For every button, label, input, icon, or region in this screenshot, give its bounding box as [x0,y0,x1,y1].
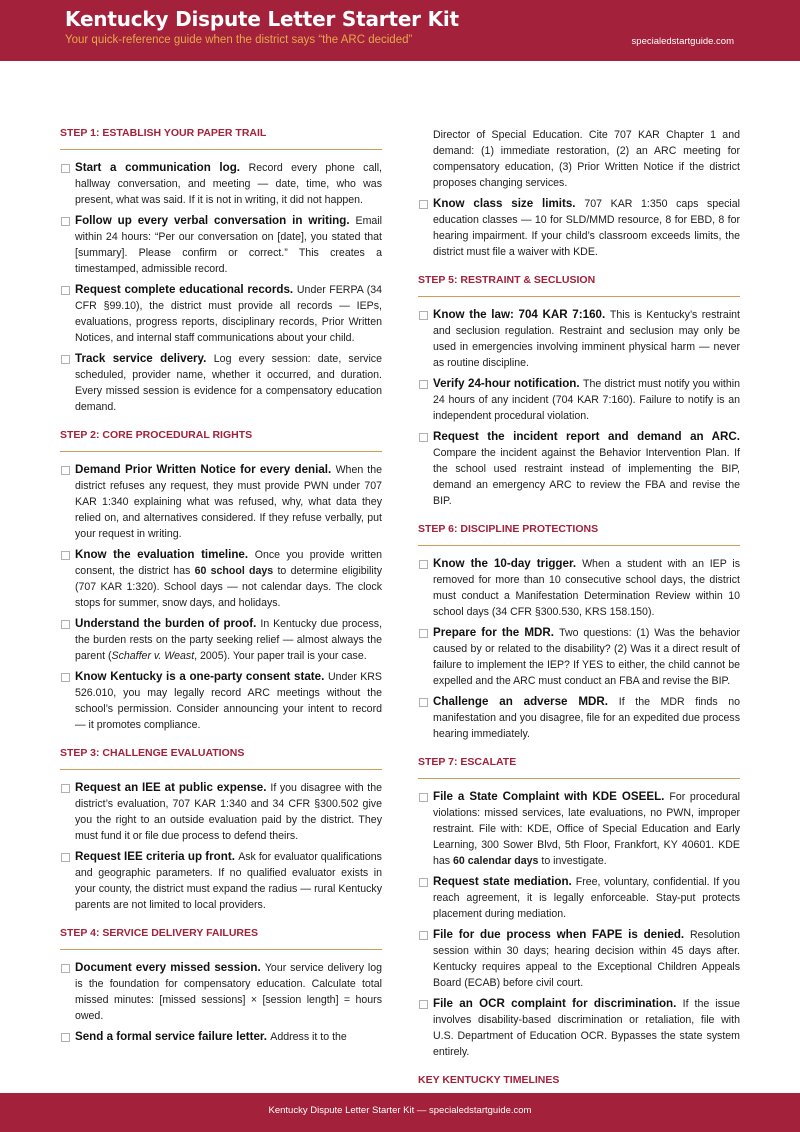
checkbox[interactable] [61,964,70,973]
item-body: Your service delivery log is the foundation for compensatory education. Calculate total missed minutes: [missed sessions] × [session length] = hours owed. [75,962,382,1022]
checkbox[interactable] [61,217,70,226]
checkbox[interactable] [61,784,70,793]
item-body: In Kentucky due process, the burden rests on the party seeking relief — almost always the parent (Schaffer v. Weast, 2005). Your paper trail is your case. [75,618,383,662]
checkbox[interactable] [61,673,70,682]
item-body-continued: Director of Special Education. Cite 707 KAR Chapter 1 and demand: (1) immediate restoration, (2) an ARC meeting for compensatory education, (3) Prior Written Notice if the district proposes changing services. [433,129,740,189]
section-heading: STEP 4: SERVICE DELIVERY FAILURES [60,927,382,950]
checkbox[interactable] [61,355,70,364]
checklist-item [418,376,740,424]
checklist-item [60,1029,382,1045]
checklist-item [60,960,382,1024]
checklist-item [60,351,382,415]
section-step-2 [60,429,382,733]
item-body: Address it to the [270,1031,347,1043]
checklist-item [60,282,382,346]
item-body: Record every phone call, hallway conversation, and meeting — date, time, who was present, what was said. If it is not in writing, it did not happen. [75,162,383,206]
item-body: If the MDR finds no manifestation and you disagree, file for an expedited due process hearing immediately. [433,696,740,740]
item-body: Email within 24 hours: “Per our conversation on [date], you stated that [summary]. Please confirm or correct.” This creates a timestamped, admissible record. [75,215,382,275]
item-body: Once you provide written consent, the district has 60 school days to determine eligibility (707 KAR 1:320). School days — not calendar days. The clock stops for summer, snow days, and holidays. [75,549,382,609]
checkbox[interactable] [61,466,70,475]
item-body: Under KRS 526.010, you may legally record ARC meetings without the school’s permission. Consider announcing your intent to record — it promotes compliance. [75,671,382,731]
item-body: For procedural violations: missed services, late evaluations, no PWN, improper restraint. File with: KDE, Office of Special Education and Early Learning, 300 Sower Blvd, 5th Floor, Frankfort, KY 40601. KDE has 60 calendar days to investigate. [433,791,740,867]
item-title: Request IEE criteria up front. [75,850,239,863]
item-body: When the district refuses any request, they must provide PWN under 707 KAR 1:340 explaining what was refused, why, what data they relied on, and alternatives considered. If they refuse verbally, put your request in writing. [75,464,382,540]
checklist-item [60,849,382,913]
item-body: Compare the incident against the Behavior Intervention Plan. If the school used restraint instead of implementing the BIP, demand an emergency ARC to review the FBA and revise the BIP. [433,447,740,507]
checkbox[interactable] [419,200,428,209]
checklist-item [418,927,740,991]
item-body: The district must notify you within 24 hours of any incident (704 KAR 7:160). Failure to notify is an independent procedural violation. [433,378,740,422]
checklist-item [418,694,740,742]
item-body: If the issue involves disability-based discrimination or retaliation, file with U.S. Department of Education OCR. Bypasses the state system entirely. [433,998,740,1058]
item-title: Understand the burden of proof. [75,617,261,630]
item-title: Know class size limits. [433,197,585,210]
checkbox[interactable] [61,164,70,173]
section-step-6 [418,523,740,742]
header-site-link[interactable]: specialedstartguide.com [631,36,734,47]
section-step-1 [60,127,382,415]
item-title: Request state mediation. [433,875,576,888]
section-step-3 [60,747,382,913]
page-title: Kentucky Dispute Letter Starter Kit [65,7,459,31]
checklist-item [418,429,740,509]
item-body: Free, voluntary, confidential. If you reach agreement, it is legally enforceable. Stay-put protects placement during mediation. [433,876,740,920]
checklist-item [60,547,382,611]
checkbox[interactable] [419,793,428,802]
checkbox[interactable] [419,629,428,638]
item-body: Under FERPA (34 CFR §99.10), the district must provide all records — IEPs, evaluations, progress reports, disciplinary records, Prior Written Notices, and internal staff communications about your child. [75,284,383,344]
page-subtitle: Your quick-reference guide when the district says “the ARC decided” [65,34,413,46]
checkbox[interactable] [61,853,70,862]
item-title: File for due process when FAPE is denied. [433,928,690,941]
checkbox[interactable] [61,1033,70,1042]
checkbox[interactable] [61,620,70,629]
item-body: Ask for evaluator qualifications and geographic parameters. If no qualified evaluator exists in your county, the district must expand the radius — rural Kentucky parents are not limited to local providers. [75,851,382,911]
checklist-item [60,213,382,277]
section-step-7 [418,756,740,1060]
item-title: Request an IEE at public expense. [75,781,271,794]
item-title: Verify 24-hour notification. [433,377,584,390]
item-title: Follow up every verbal conversation in writing. [75,214,356,227]
checklist-item [418,789,740,869]
checklist-item [418,874,740,922]
item-title: Request complete educational records. [75,283,297,296]
item-title: Request the incident report and demand an ARC. [433,430,740,443]
item-title: Know the law: 704 KAR 7:160. [433,308,610,321]
item-body: Resolution session within 30 days; hearing decision within 45 days after. Kentucky requires appeal to the Exceptional Children Appeals Board (ECAB) before civil court. [433,929,740,989]
footer-text: Kentucky Dispute Letter Starter Kit — specialedstartguide.com [268,1105,532,1116]
section-heading: STEP 6: DISCIPLINE PROTECTIONS [418,523,740,546]
checkbox[interactable] [419,380,428,389]
left-column [60,127,382,1059]
item-body: When a student with an IEP is removed for more than 10 consecutive school days, the district must conduct a Manifestation Determination Review within 10 school days (34 CFR §300.530, KRS 158.150). [433,558,740,618]
item-title: Know the evaluation timeline. [75,548,255,561]
checklist-item [60,669,382,733]
section-heading: STEP 7: ESCALATE [418,756,740,779]
item-body: Two questions: (1) Was the behavior caused by or related to the disability? (2) Was it a direct result of failure to implement the IEP? If YES to either, the child cannot be expelled and the ARC must conduct an FBA and revise the BIP. [433,627,740,687]
item-title: Demand Prior Written Notice for every denial. [75,463,336,476]
item-title: File an OCR complaint for discrimination. [433,997,683,1010]
checkbox[interactable] [419,698,428,707]
item-body: If you disagree with the district’s evaluation, 707 KAR 1:340 and 34 CFR §300.502 give you the right to an outside evaluation paid by the district. They must fund it or file due process to defend theirs. [75,782,382,842]
checklist-item [60,462,382,542]
item-title: Track service delivery. [75,352,214,365]
section-step-5 [418,274,740,509]
page-footer [0,1093,800,1132]
section-heading: STEP 3: CHALLENGE EVALUATIONS [60,747,382,770]
item-body: This is Kentucky’s restraint and seclusion regulation. Restraint and seclusion may only be used in emergencies involving imminent physical harm — never as routine discipline. [433,309,741,369]
section-heading-timelines: KEY KENTUCKY TIMELINES [418,1074,560,1086]
checklist-item [60,616,382,664]
page-header [0,0,800,61]
right-column [418,127,740,1106]
item-title: Document every missed session. [75,961,265,974]
checklist-item [418,625,740,689]
checkbox[interactable] [419,878,428,887]
checkbox[interactable] [419,433,428,442]
checklist-item [418,196,740,260]
checkbox[interactable] [419,1000,428,1009]
checkbox[interactable] [61,551,70,560]
checkbox[interactable] [419,560,428,569]
section-heading: STEP 5: RESTRAINT & SECLUSION [418,274,740,297]
item-title: Know the 10-day trigger. [433,557,583,570]
item-title: Know Kentucky is a one-party consent state. [75,670,328,683]
item-title: Send a formal service failure letter. [75,1030,271,1043]
checklist-item [60,780,382,844]
checklist-item [418,307,740,371]
item-title: Prepare for the MDR. [433,626,560,639]
item-title: File a State Complaint with KDE OSEEL. [433,790,670,803]
item-body: 707 KAR 1:350 caps special education classes — 10 for SLD/MMD resource, 8 for EBD, 8 for hearing impairment. If your child’s classroom exceeds limits, the district must file a waiver with KDE. [433,198,740,258]
bold-text: 60 school days [194,565,274,577]
item-title: Start a communication log. [75,161,249,174]
checkbox[interactable] [61,286,70,295]
section-heading: STEP 1: ESTABLISH YOUR PAPER TRAIL [60,127,382,150]
item-title: Challenge an adverse MDR. [433,695,619,708]
section-step-4-continued [418,127,740,260]
section-step-4 [60,927,382,1045]
checklist-item [418,996,740,1060]
case-citation: Schaffer v. Weast [111,650,195,662]
checklist-item [418,556,740,620]
checkbox[interactable] [419,931,428,940]
section-heading: STEP 2: CORE PROCEDURAL RIGHTS [60,429,382,452]
checkbox[interactable] [419,311,428,320]
bold-text: 60 calendar days [453,855,539,867]
checklist-item [60,160,382,208]
item-body: Log every session: date, service scheduled, provider name, whether it occurred, and duration. Every missed session is evidence for a compensatory education demand. [75,353,382,413]
